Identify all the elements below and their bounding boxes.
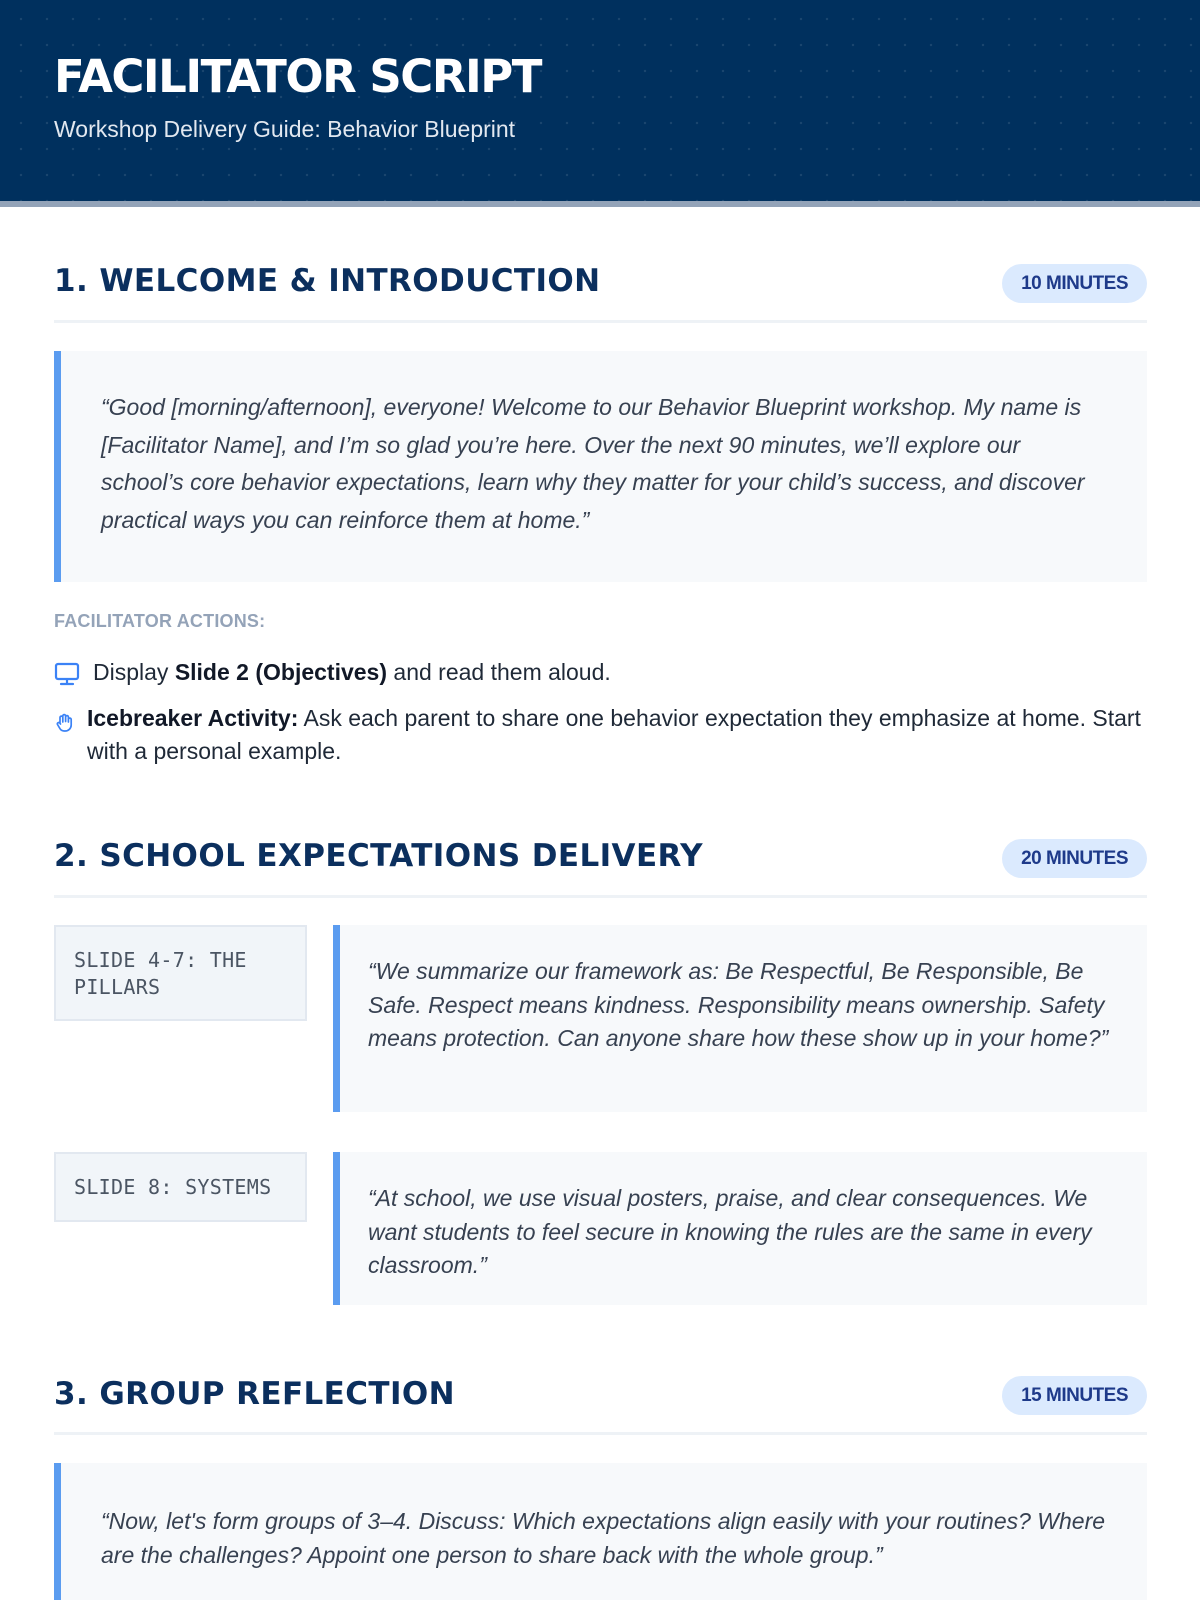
page-header [0,0,1200,201]
script-quote [54,1463,1147,1600]
slide-label: SLIDE 4-7: THE PILLARS [54,925,307,1021]
action-item [54,656,1147,690]
duration-badge: 20 MINUTES [1002,839,1147,878]
hand-icon [54,710,76,743]
duration-badge: 15 MINUTES [1002,1376,1147,1415]
header-divider [0,201,1200,207]
section-divider [54,1432,1147,1435]
script-quote-text: “Good [morning/afternoon], everyone! Welcome to our Behavior Blueprint workshop. My name is [Facilitator Name], and I’m so glad you’re here. Over the next 90 minutes, we’ll explore our school’s core behavior expectations, learn why they matter for your child’s success, and discover practical ways you can reinforce them at home.” [101,394,1085,533]
duration-badge: 10 MINUTES [1002,264,1147,303]
page-subtitle: Workshop Delivery Guide: Behavior Blueprint [54,116,516,142]
slide-label: SLIDE 8: SYSTEMS [54,1152,307,1222]
script-quote-text: “Now, let's form groups of 3–4. Discuss: Which expectations align easily with your routines? Where are the challenges? Appoint one person to share back with the whole group.” [101,1508,1106,1568]
action-text: Icebreaker Activity: Ask each parent to share one behavior expectation they emphasize at home. Start with a personal example. [87,705,1141,764]
script-quote-text: “At school, we use visual posters, praise, and clear consequences. We want students to feel secure in knowing the rules are the same in every classroom.” [368,1185,1092,1278]
page-title: FACILITATOR SCRIPT [54,50,541,103]
action-text: Display Slide 2 (Objectives) and read them aloud. [93,659,611,685]
action-item [54,702,1147,770]
section-title: 3. GROUP REFLECTION [54,1376,455,1412]
section-divider [54,895,1147,898]
script-quote [333,925,1147,1112]
script-quote [333,1152,1147,1305]
script-quote [54,351,1147,582]
facilitator-actions-label: FACILITATOR ACTIONS: [54,611,266,631]
section-title: 1. WELCOME & INTRODUCTION [54,263,601,299]
monitor-icon [54,662,80,695]
section-divider [54,320,1147,323]
section-title: 2. SCHOOL EXPECTATIONS DELIVERY [54,838,703,874]
script-quote-text: “We summarize our framework as: Be Respectful, Be Responsible, Be Safe. Respect means kindness. Responsibility means ownership. Safety means protection. Can anyone share how these show up in your home?” [368,958,1109,1051]
